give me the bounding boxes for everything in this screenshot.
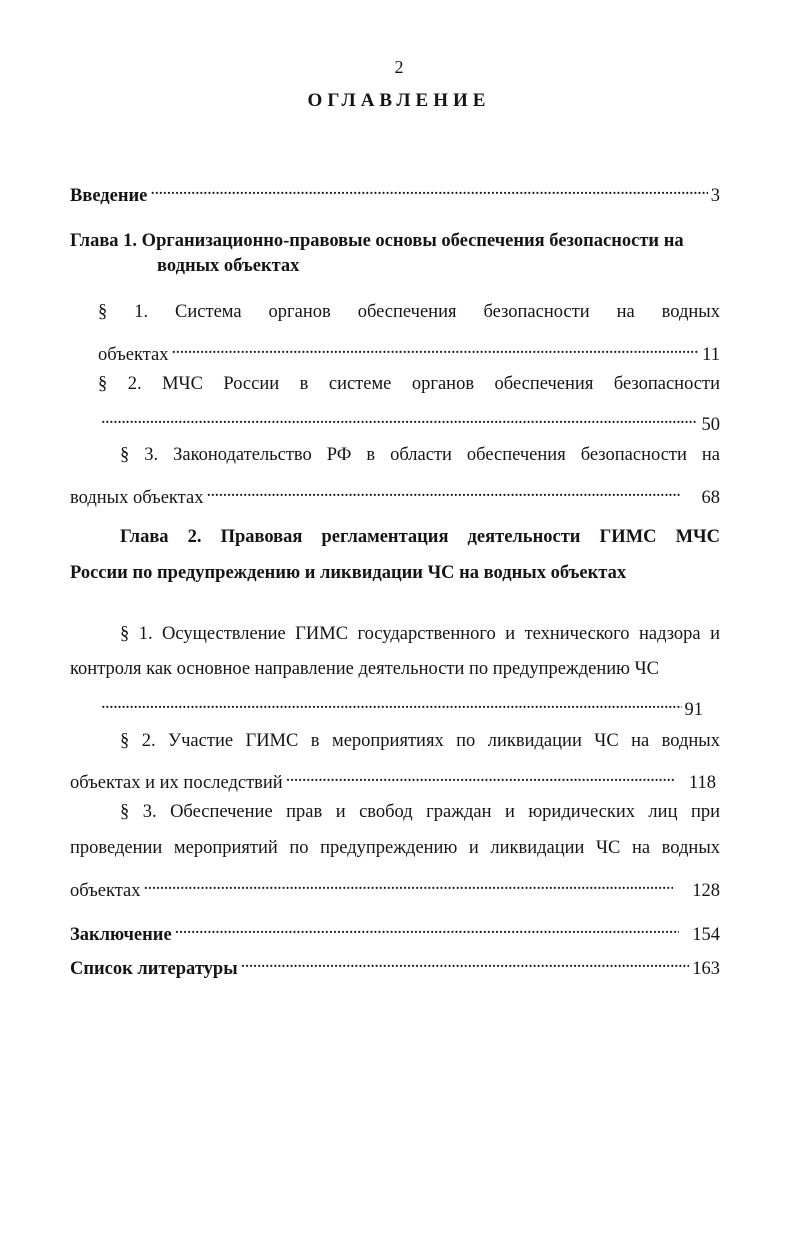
toc-page: 163 bbox=[692, 959, 720, 979]
ch1-s2-line2[interactable] bbox=[98, 406, 720, 435]
ch2-s2-line2[interactable] bbox=[70, 764, 716, 793]
toc-label: Список литературы bbox=[70, 959, 238, 979]
toc-page: 50 bbox=[701, 415, 720, 435]
toc-label: Введение bbox=[70, 186, 148, 206]
leader-dots bbox=[101, 691, 682, 715]
toc-page: 68 bbox=[701, 488, 720, 508]
leader-dots bbox=[144, 872, 674, 896]
chapter1-heading-line2[interactable]: водных объектах bbox=[157, 256, 300, 276]
ch2-s3-line1[interactable]: § 3. Обеспечение прав и свобод граждан и юридических лиц при bbox=[120, 802, 720, 822]
toc-page: 11 bbox=[702, 345, 720, 365]
ch2-s2-line1[interactable]: § 2. Участие ГИМС в мероприятиях по ликвидации ЧС на водных bbox=[120, 731, 720, 751]
ch2-s3-line3[interactable] bbox=[70, 872, 720, 901]
toc-page: 3 bbox=[710, 186, 720, 206]
toc-page: 91 bbox=[684, 700, 703, 720]
toc-entry-conclusion[interactable] bbox=[70, 916, 720, 945]
leader-dots bbox=[286, 764, 674, 788]
ch1-s3-line2[interactable] bbox=[70, 479, 720, 508]
toc-label: объектах bbox=[70, 881, 141, 901]
ch1-s1-line1[interactable]: § 1. Система органов обеспечения безопасности на водных bbox=[98, 302, 720, 322]
toc-label: объектах bbox=[98, 345, 169, 365]
page-title: ОГЛАВЛЕНИЕ bbox=[307, 90, 491, 111]
page-number: 2 bbox=[394, 57, 404, 77]
ch1-s2-line1[interactable]: § 2. МЧС России в системе органов обеспечения безопасности bbox=[98, 374, 720, 394]
toc-label: объектах и их последствий bbox=[70, 773, 283, 793]
leader-dots bbox=[172, 336, 700, 360]
toc-page: 128 bbox=[692, 881, 720, 901]
toc-label: водных объектах bbox=[70, 488, 204, 508]
leader-dots bbox=[150, 177, 707, 201]
toc-page: 118 bbox=[688, 773, 716, 793]
leader-dots bbox=[175, 916, 680, 940]
leader-dots bbox=[101, 406, 699, 430]
leader-dots bbox=[241, 950, 690, 974]
chapter2-heading-line1[interactable]: Глава 2. Правовая регламентация деятельности ГИМС МЧС bbox=[120, 527, 720, 547]
ch1-s3-line1[interactable]: § 3. Законодательство РФ в области обеспечения безопасности на bbox=[120, 445, 720, 465]
toc-entry-intro[interactable] bbox=[70, 177, 720, 206]
leader-dots bbox=[206, 479, 680, 503]
toc-page: 154 bbox=[692, 925, 720, 945]
toc-entry-bibliography[interactable] bbox=[70, 950, 720, 979]
ch2-s1-line1[interactable]: § 1. Осуществление ГИМС государственного и технического надзора и bbox=[120, 624, 720, 644]
ch2-s3-line2[interactable]: проведении мероприятий по предупреждению и ликвидации ЧС на водных bbox=[70, 838, 720, 858]
ch2-s1-line3[interactable] bbox=[98, 691, 703, 720]
chapter2-heading-line2[interactable]: России по предупреждению и ликвидации ЧС на водных объектах bbox=[70, 563, 627, 583]
ch1-s1-line2[interactable] bbox=[98, 336, 720, 365]
toc-label: Заключение bbox=[70, 925, 172, 945]
ch2-s1-line2[interactable]: контроля как основное направление деятельности по предупреждению ЧС bbox=[70, 659, 659, 679]
chapter1-heading-line1[interactable]: Глава 1. Организационно-правовые основы обеспечения безопасности на bbox=[70, 231, 684, 251]
